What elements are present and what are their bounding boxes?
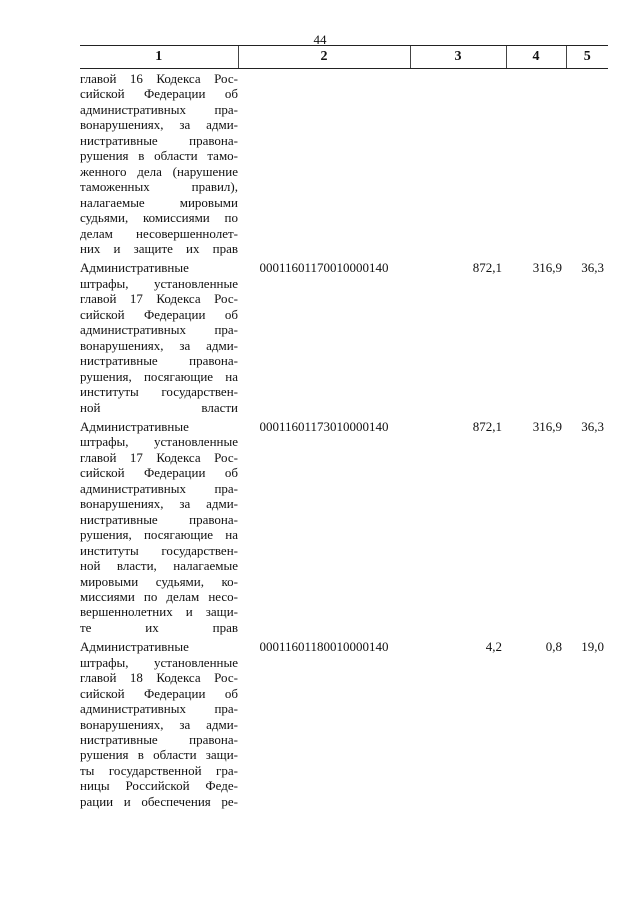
- description-line: Административные: [80, 418, 189, 434]
- description-line: нистративные правона-: [80, 353, 238, 369]
- description-line: сийской Федерации об: [80, 465, 238, 481]
- description-line: сийской Федерации об: [80, 86, 238, 102]
- description-line: вонарушениях, за адми-: [80, 337, 238, 353]
- description-line: вонарушениях, за адми-: [80, 716, 238, 732]
- column-header-3: 3: [410, 46, 506, 69]
- description-line: нистративные правона-: [80, 732, 238, 748]
- description-line: Административные: [80, 639, 189, 655]
- description-line: административных пра-: [80, 101, 238, 117]
- description-line: главой 17 Кодекса Рос-: [80, 291, 238, 307]
- description-line: институты государствен-: [80, 384, 238, 400]
- column-header-2: 2: [238, 46, 410, 69]
- value-column-3: [410, 69, 506, 257]
- value-column-3: 872,1: [472, 418, 502, 434]
- description-line: штрафы, установленные: [80, 434, 238, 450]
- value-column-5: 36,3: [581, 260, 604, 276]
- description-line: миссиями по делам несо-: [80, 588, 238, 604]
- budget-code: [238, 69, 410, 257]
- description-line: ницы Российской Феде-: [80, 778, 238, 794]
- table-body: [80, 69, 608, 810]
- value-column-4: 0,8: [545, 639, 562, 655]
- table-row: [80, 635, 608, 809]
- table-row: [80, 415, 608, 635]
- table-row: [80, 256, 608, 415]
- description-line: рушения, посягающие на: [80, 368, 238, 384]
- budget-code: 00011601170010000140: [259, 260, 389, 276]
- column-header-5: 5: [566, 46, 608, 69]
- value-column-3: 872,1: [472, 260, 502, 276]
- item-description: [80, 256, 238, 415]
- description-line: женного дела (нарушение: [80, 163, 238, 179]
- description-line: таможенных правил),: [80, 179, 238, 195]
- description-line: Административные: [80, 260, 189, 276]
- value-column-5: 19,0: [581, 639, 604, 655]
- description-line: ной власти: [80, 399, 238, 415]
- description-line: рушения, посягающие на: [80, 527, 238, 543]
- description-line: сийской Федерации об: [80, 685, 238, 701]
- description-line: нистративные правона-: [80, 511, 238, 527]
- description-line: мировыми судьями, ко-: [80, 573, 238, 589]
- description-line: главой 16 Кодекса Рос-: [80, 71, 238, 86]
- description-line: главой 17 Кодекса Рос-: [80, 449, 238, 465]
- value-column-3: 4,2: [485, 639, 502, 655]
- budget-code: 00011601173010000140: [259, 418, 389, 434]
- page-number: 44: [313, 32, 327, 47]
- value-column-4: [506, 69, 566, 257]
- description-line: сийской Федерации об: [80, 306, 238, 322]
- value-column-4: 316,9: [532, 418, 562, 434]
- description-line: рации и обеспечения ре-: [80, 793, 238, 809]
- description-line: вершеннолетних и защи-: [80, 604, 238, 620]
- description-line: судьями, комиссиями по: [80, 210, 238, 226]
- description-line: те их прав: [80, 619, 238, 635]
- item-description: [80, 69, 238, 257]
- description-line: делам несовершеннолет-: [80, 225, 238, 241]
- value-column-4: 316,9: [532, 260, 562, 276]
- description-line: нистративные правона-: [80, 132, 238, 148]
- description-line: ной власти, налагаемые: [80, 558, 238, 574]
- budget-table-container: [80, 45, 608, 809]
- description-line: институты государствен-: [80, 542, 238, 558]
- value-column-5: [566, 69, 608, 257]
- budget-table: [80, 45, 608, 809]
- column-header-1: 1: [80, 46, 238, 69]
- column-header-4: 4: [506, 46, 566, 69]
- description-line: штрафы, установленные: [80, 275, 238, 291]
- table-header-row: [80, 46, 608, 69]
- description-line: штрафы, установленные: [80, 654, 238, 670]
- description-line: них и защите их прав: [80, 240, 238, 256]
- item-description: [80, 635, 238, 809]
- item-description: [80, 415, 238, 635]
- description-line: административных пра-: [80, 480, 238, 496]
- value-column-5: 36,3: [581, 418, 604, 434]
- table-row: [80, 69, 608, 257]
- description-line: рушения в области защи-: [80, 747, 238, 763]
- description-line: вонарушениях, за адми-: [80, 496, 238, 512]
- description-line: рушения в области тамо-: [80, 148, 238, 164]
- description-line: административных пра-: [80, 322, 238, 338]
- description-line: административных пра-: [80, 701, 238, 717]
- description-line: налагаемые мировыми: [80, 194, 238, 210]
- budget-code: 00011601180010000140: [259, 639, 389, 655]
- description-line: главой 18 Кодекса Рос-: [80, 670, 238, 686]
- description-line: вонарушениях, за адми-: [80, 117, 238, 133]
- description-line: ты государственной гра-: [80, 762, 238, 778]
